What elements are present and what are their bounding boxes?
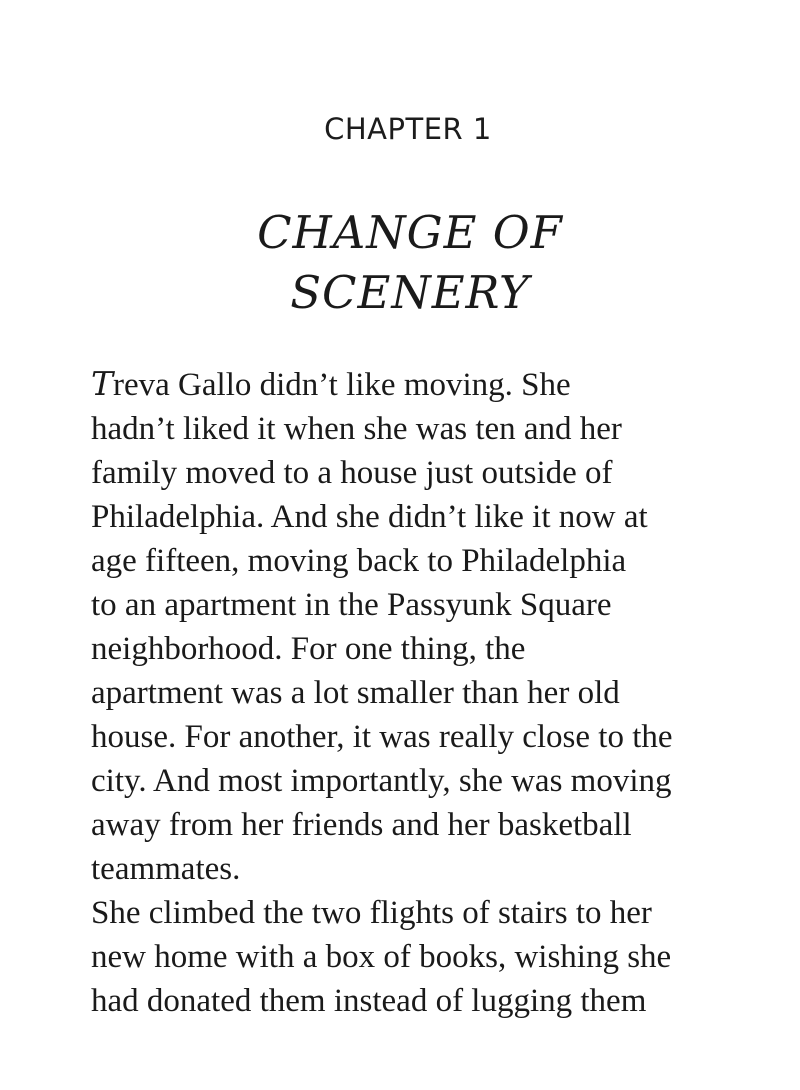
text-line: apartment was a lot smaller than her old — [91, 675, 620, 711]
chapter-title — [0, 203, 800, 323]
text-line: neighborhood. For one thing, the — [91, 631, 526, 667]
text-line: teammates. — [91, 851, 241, 887]
chapter-title-line: CHANGE OF — [257, 206, 563, 259]
text-line: had donated them instead of lugging them — [91, 983, 647, 1019]
chapter-label: CHAPTER 1 — [324, 112, 492, 146]
text-line: city. And most importantly, she was moving — [91, 763, 672, 799]
text-line: away from her friends and her basketball — [91, 807, 632, 843]
text-line: new home with a box of books, wishing she — [91, 939, 672, 975]
text-line: Philadelphia. And she didn’t like it now at — [91, 499, 648, 535]
text-line: She climbed the two flights of stairs to her — [91, 895, 652, 931]
text-line: house. For another, it was really close to the — [91, 719, 673, 755]
text-line: family moved to a house just outside of — [91, 455, 613, 491]
text-line — [91, 362, 791, 407]
initial-letter: T — [91, 364, 114, 403]
chapter-title-line: SCENERY — [290, 266, 530, 319]
chapter-body-text — [91, 362, 791, 1023]
text-line-content: reva Gallo didn’t like moving. She — [113, 367, 571, 403]
text-line: to an apartment in the Passyunk Square — [91, 587, 612, 623]
text-line: hadn’t liked it when she was ten and her — [91, 411, 622, 447]
text-line: age fifteen, moving back to Philadelphia — [91, 543, 627, 579]
